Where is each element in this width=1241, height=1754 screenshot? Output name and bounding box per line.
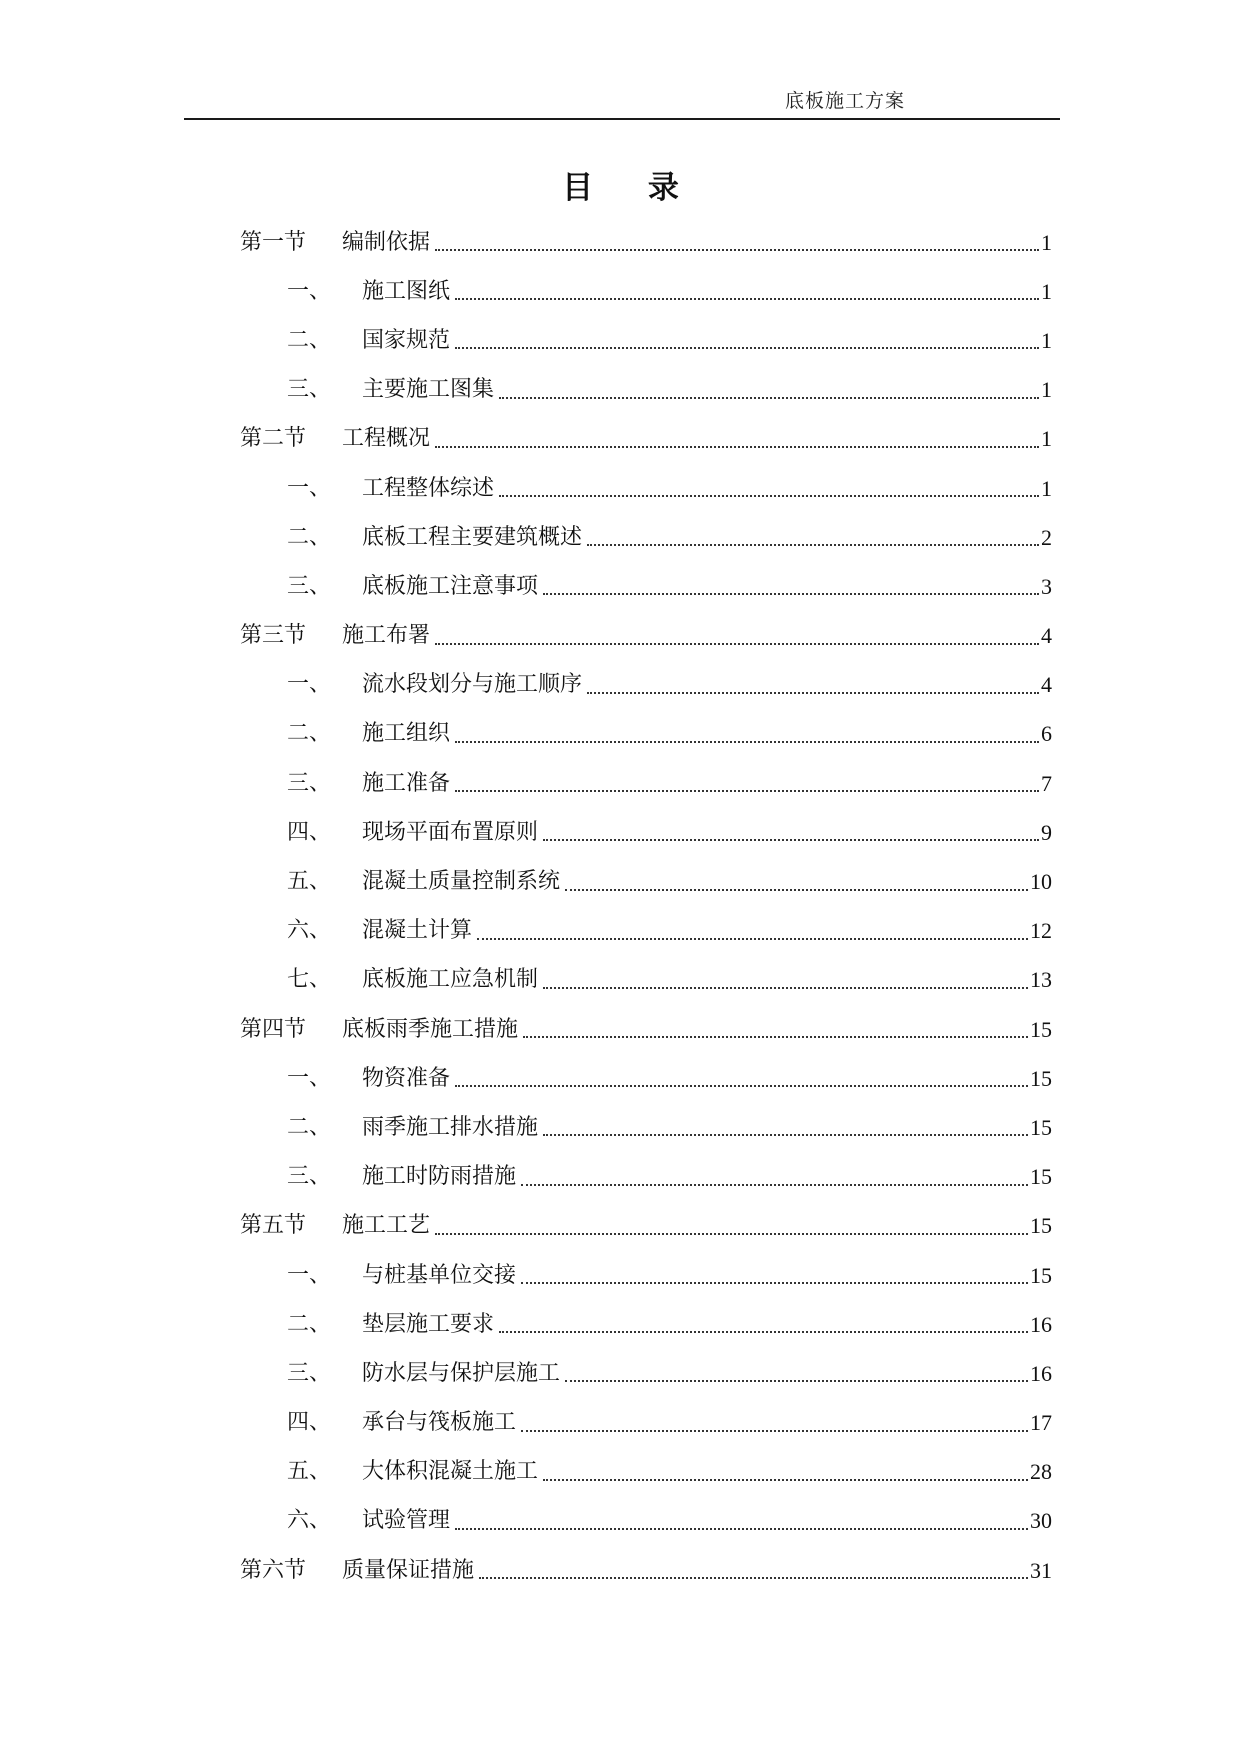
toc-entry-number: 一、 [287, 1262, 332, 1288]
toc-entry-page-number: 15 [1030, 1016, 1052, 1042]
toc-entry-page-number: 28 [1030, 1459, 1052, 1485]
toc-dot-leader [521, 1281, 1028, 1284]
toc-dot-leader [455, 1527, 1028, 1530]
toc-entry-page-number: 2 [1041, 524, 1052, 550]
toc-entry-page-number: 1 [1041, 426, 1052, 452]
toc-entry-page-number: 15 [1030, 1114, 1052, 1140]
toc-entry-title: 施工工艺 [342, 1213, 431, 1239]
toc-entry-title: 试验管理 [362, 1508, 451, 1534]
toc-entry-page-number: 4 [1041, 623, 1052, 649]
toc-entry-title: 混凝土计算 [362, 918, 473, 944]
toc-dot-leader [543, 1478, 1028, 1481]
toc-item-entry[interactable] [240, 857, 1052, 906]
toc-item-entry[interactable] [240, 513, 1052, 562]
toc-item-entry[interactable] [240, 464, 1052, 513]
running-header [184, 82, 1060, 120]
toc-section-entry[interactable] [240, 218, 1052, 267]
toc-entry-number: 第四节 [240, 1016, 307, 1042]
header-title: 底板施工方案 [784, 90, 905, 112]
toc-dot-leader [477, 937, 1028, 940]
toc-item-entry[interactable] [240, 562, 1052, 611]
toc-section-entry[interactable] [240, 415, 1052, 464]
toc-entry-title: 雨季施工排水措施 [362, 1114, 539, 1140]
toc-entry-number: 一、 [287, 672, 332, 698]
toc-entry-number: 二、 [287, 1114, 332, 1140]
toc-item-entry[interactable] [240, 759, 1052, 808]
toc-entry-number: 五、 [287, 869, 332, 895]
toc-entry-page-number: 16 [1030, 1311, 1052, 1337]
toc-entry-title: 大体积混凝土施工 [362, 1459, 539, 1485]
toc-entry-number: 三、 [287, 1360, 332, 1386]
toc-entry-number: 六、 [287, 1508, 332, 1534]
toc-item-entry[interactable] [240, 1349, 1052, 1398]
toc-dot-leader [479, 1576, 1028, 1579]
toc-item-entry[interactable] [240, 1103, 1052, 1152]
toc-dot-leader [543, 838, 1039, 841]
toc-section-entry[interactable] [240, 1005, 1052, 1054]
toc-entry-title: 工程整体综述 [362, 475, 495, 501]
toc-entry-number: 第三节 [240, 623, 307, 649]
toc-entry-page-number: 9 [1041, 819, 1052, 845]
toc-entry-page-number: 17 [1030, 1410, 1052, 1436]
toc-entry-title: 施工图纸 [362, 278, 451, 304]
toc-item-entry[interactable] [240, 366, 1052, 415]
toc-entry-title: 施工组织 [362, 721, 451, 747]
toc-dot-leader [435, 1232, 1028, 1235]
toc-entry-number: 二、 [287, 327, 332, 353]
toc-item-entry[interactable] [240, 316, 1052, 365]
toc-entry-title: 底板施工应急机制 [362, 967, 539, 993]
toc-entry-title: 现场平面布置原则 [362, 819, 539, 845]
toc-item-entry[interactable] [240, 1054, 1052, 1103]
toc-entry-title: 底板雨季施工措施 [342, 1016, 519, 1042]
toc-entry-number: 四、 [287, 819, 332, 845]
toc-entry-page-number: 13 [1030, 967, 1052, 993]
toc-entry-title: 质量保证措施 [342, 1557, 475, 1583]
toc-entry-title: 与桩基单位交接 [362, 1262, 517, 1288]
toc-entry-number: 三、 [287, 1164, 332, 1190]
toc-entry-number: 一、 [287, 1065, 332, 1091]
toc-entry-page-number: 10 [1030, 869, 1052, 895]
toc-dot-leader [455, 297, 1039, 300]
toc-section-entry[interactable] [240, 1546, 1052, 1595]
toc-dot-leader [455, 346, 1039, 349]
toc-entry-number: 第一节 [240, 229, 307, 255]
toc-dot-leader [435, 642, 1039, 645]
toc-item-entry[interactable] [240, 1153, 1052, 1202]
toc-entry-title: 混凝土质量控制系统 [362, 869, 561, 895]
toc-item-entry[interactable] [240, 1251, 1052, 1300]
toc-dot-leader [435, 445, 1039, 448]
toc-entry-page-number: 1 [1041, 377, 1052, 403]
toc-entry-number: 五、 [287, 1459, 332, 1485]
toc-entry-page-number: 6 [1041, 721, 1052, 747]
toc-entry-title: 垫层施工要求 [362, 1311, 495, 1337]
toc-entry-page-number: 3 [1041, 573, 1052, 599]
toc-entry-page-number: 15 [1030, 1065, 1052, 1091]
toc-item-entry[interactable] [240, 661, 1052, 710]
toc-entry-number: 二、 [287, 721, 332, 747]
toc-entry-page-number: 15 [1030, 1262, 1052, 1288]
toc-dot-leader [543, 1133, 1028, 1136]
toc-dot-leader [587, 691, 1039, 694]
toc-entry-page-number: 15 [1030, 1164, 1052, 1190]
toc-entry-title: 施工时防雨措施 [362, 1164, 517, 1190]
table-of-contents [240, 218, 1052, 1595]
toc-dot-leader [521, 1429, 1028, 1432]
toc-entry-title: 防水层与保护层施工 [362, 1360, 561, 1386]
toc-dot-leader [499, 1330, 1028, 1333]
toc-entry-page-number: 1 [1041, 327, 1052, 353]
toc-entry-number: 第二节 [240, 426, 307, 452]
toc-entry-page-number: 31 [1030, 1557, 1052, 1583]
toc-entry-page-number: 1 [1041, 475, 1052, 501]
toc-entry-title: 承台与筏板施工 [362, 1410, 517, 1436]
toc-entry-title: 工程概况 [342, 426, 431, 452]
toc-dot-leader [523, 1035, 1028, 1038]
toc-entry-number: 二、 [287, 1311, 332, 1337]
toc-item-entry[interactable] [240, 808, 1052, 857]
toc-dot-leader [587, 543, 1039, 546]
toc-entry-number: 三、 [287, 573, 332, 599]
toc-entry-title: 物资准备 [362, 1065, 451, 1091]
toc-entry-number: 一、 [287, 278, 332, 304]
toc-entry-title: 编制依据 [342, 229, 431, 255]
toc-entry-number: 三、 [287, 377, 332, 403]
toc-dot-leader [565, 1379, 1028, 1382]
toc-item-entry[interactable] [240, 907, 1052, 956]
toc-entry-number: 三、 [287, 770, 332, 796]
toc-entry-page-number: 1 [1041, 229, 1052, 255]
toc-section-entry[interactable] [240, 1202, 1052, 1251]
toc-section-entry[interactable] [240, 612, 1052, 661]
toc-entry-page-number: 30 [1030, 1508, 1052, 1534]
toc-dot-leader [499, 396, 1039, 399]
toc-dot-leader [499, 494, 1039, 497]
toc-entry-title: 施工布署 [342, 623, 431, 649]
toc-entry-number: 二、 [287, 524, 332, 550]
toc-dot-leader [543, 592, 1039, 595]
toc-entry-title: 主要施工图集 [362, 377, 495, 403]
toc-entry-number: 四、 [287, 1410, 332, 1436]
toc-item-entry[interactable] [240, 1448, 1052, 1497]
toc-dot-leader [565, 888, 1028, 891]
toc-item-entry[interactable] [240, 267, 1052, 316]
toc-entry-number: 第六节 [240, 1557, 307, 1583]
toc-item-entry[interactable] [240, 1300, 1052, 1349]
toc-dot-leader [435, 248, 1039, 251]
toc-item-entry[interactable] [240, 956, 1052, 1005]
toc-entry-number: 六、 [287, 918, 332, 944]
toc-item-entry[interactable] [240, 1399, 1052, 1448]
toc-entry-title: 底板施工注意事项 [362, 573, 539, 599]
toc-item-entry[interactable] [240, 1497, 1052, 1546]
toc-entry-page-number: 7 [1041, 770, 1052, 796]
toc-entry-page-number: 15 [1030, 1213, 1052, 1239]
toc-dot-leader [455, 789, 1039, 792]
toc-item-entry[interactable] [240, 710, 1052, 759]
toc-entry-page-number: 4 [1041, 672, 1052, 698]
toc-entry-title: 施工准备 [362, 770, 451, 796]
toc-entry-number: 一、 [287, 475, 332, 501]
toc-dot-leader [543, 986, 1028, 989]
toc-dot-leader [455, 1084, 1028, 1087]
toc-title: 目 录 [562, 170, 701, 206]
toc-dot-leader [521, 1183, 1028, 1186]
toc-entry-title: 底板工程主要建筑概述 [362, 524, 583, 550]
toc-dot-leader [455, 740, 1039, 743]
toc-entry-number: 第五节 [240, 1213, 307, 1239]
toc-entry-title: 流水段划分与施工顺序 [362, 672, 583, 698]
toc-entry-title: 国家规范 [362, 327, 451, 353]
toc-entry-page-number: 16 [1030, 1360, 1052, 1386]
toc-entry-page-number: 12 [1030, 918, 1052, 944]
toc-entry-number: 七、 [287, 967, 332, 993]
toc-entry-page-number: 1 [1041, 278, 1052, 304]
